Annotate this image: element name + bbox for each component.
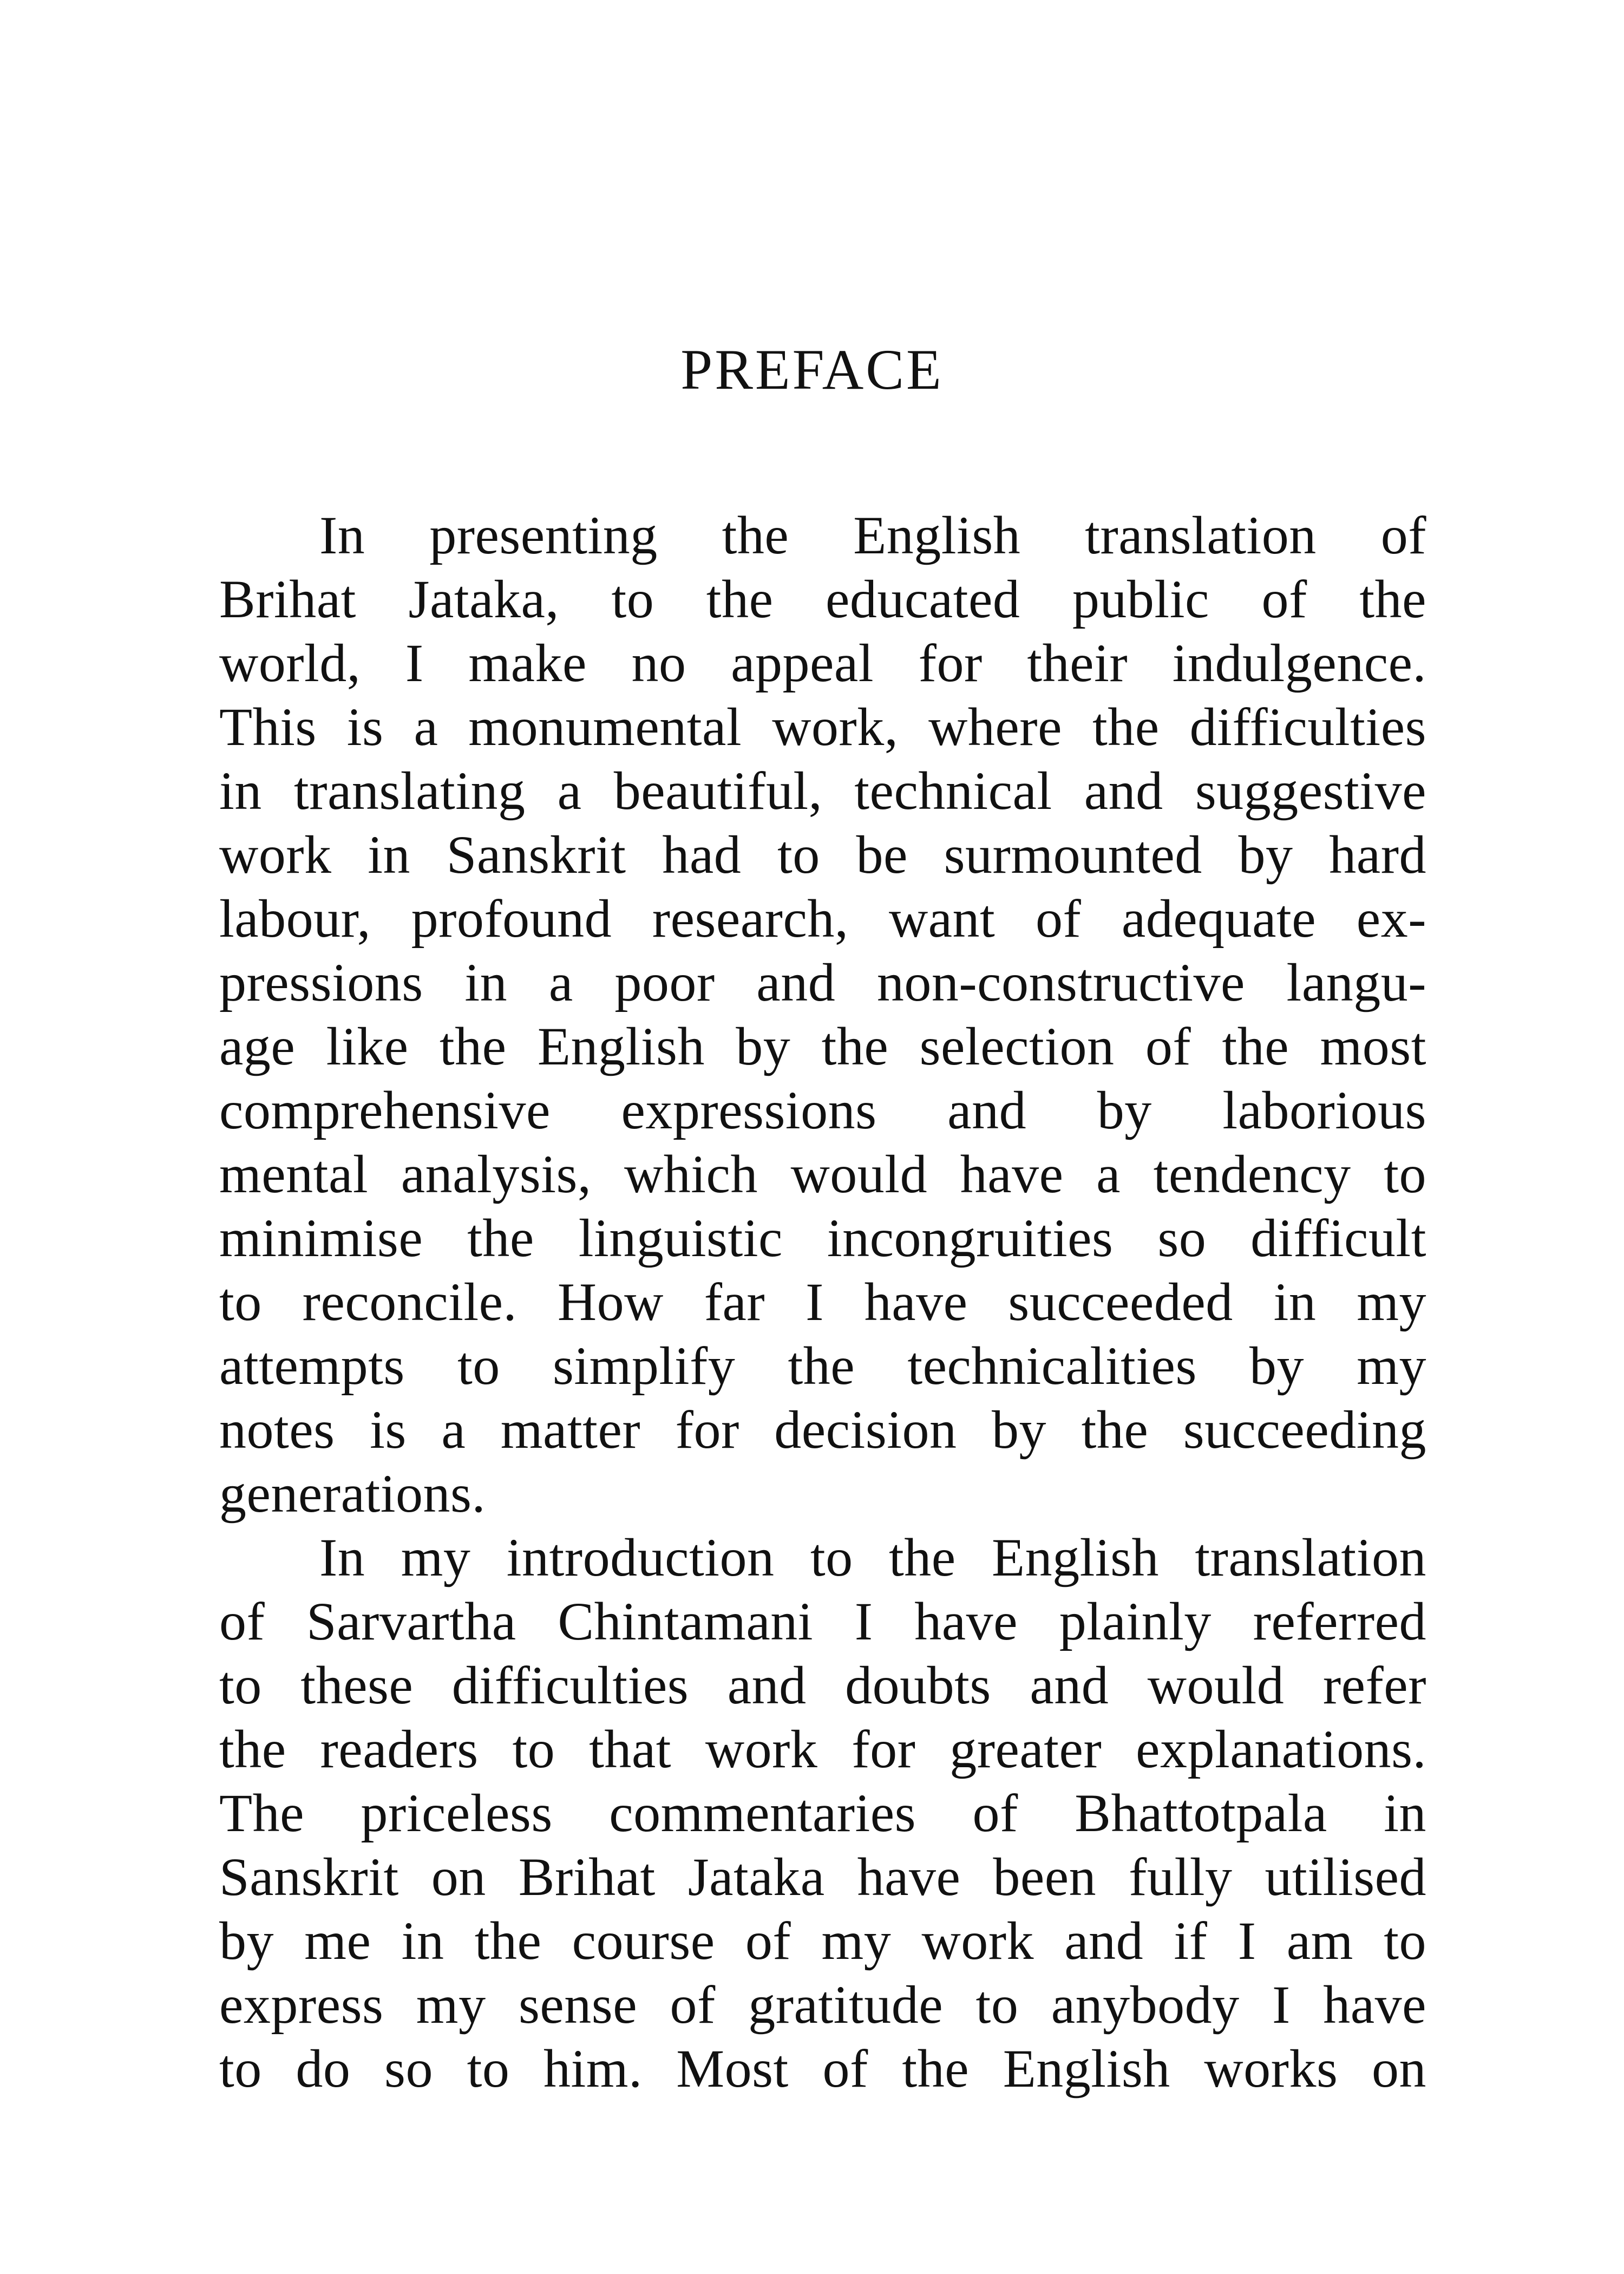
text-line: of Sarvartha Chintamani I have plainly referred <box>219 1591 1426 1651</box>
text-line: mental analysis, which would have a tendency to <box>219 1144 1426 1204</box>
text-line: to do so to him. Most of the English works on <box>219 2038 1426 2099</box>
text-line: pressions in a poor and non-constructive langu- <box>219 952 1426 1012</box>
preface-body <box>219 504 1426 2101</box>
text-line: labour, profound research, want of adequate ex- <box>219 888 1426 949</box>
text-line: Sanskrit on Brihat Jataka have been fully utilised <box>219 1847 1426 1907</box>
text-line: in translating a beautiful, technical and suggestive <box>219 761 1426 821</box>
text-line: The priceless commentaries of Bhattotpala in <box>219 1783 1426 1843</box>
text-line: the readers to that work for greater explanations. <box>219 1719 1426 1779</box>
text-line: notes is a matter for decision by the succeeding <box>219 1400 1426 1460</box>
text-line: minimise the linguistic incongruities so difficult <box>219 1208 1426 1268</box>
text-line: to reconcile. How far I have succeeded in my <box>219 1272 1426 1332</box>
text-line: This is a monumental work, where the difficulties <box>219 697 1426 757</box>
text-line: world, I make no appeal for their indulgence. <box>219 633 1426 693</box>
text-line: express my sense of gratitude to anybody I have <box>219 1975 1426 2035</box>
text-line: by me in the course of my work and if I am to <box>219 1911 1426 1971</box>
page-title: PREFACE <box>680 338 944 401</box>
text-line: In my introduction to the English translation <box>319 1527 1426 1587</box>
text-line: In presenting the English translation of <box>319 505 1426 565</box>
text-line: to these difficulties and doubts and would refer <box>219 1655 1426 1715</box>
text-line: attempts to simplify the technicalities by my <box>219 1336 1426 1396</box>
text-line: generations. <box>219 1463 486 1524</box>
text-line: age like the English by the selection of the most <box>219 1016 1426 1076</box>
text-line: comprehensive expressions and by laborious <box>219 1080 1426 1140</box>
text-line: work in Sanskrit had to be surmounted by hard <box>219 825 1426 885</box>
text-line: Brihat Jataka, to the educated public of the <box>219 569 1426 629</box>
